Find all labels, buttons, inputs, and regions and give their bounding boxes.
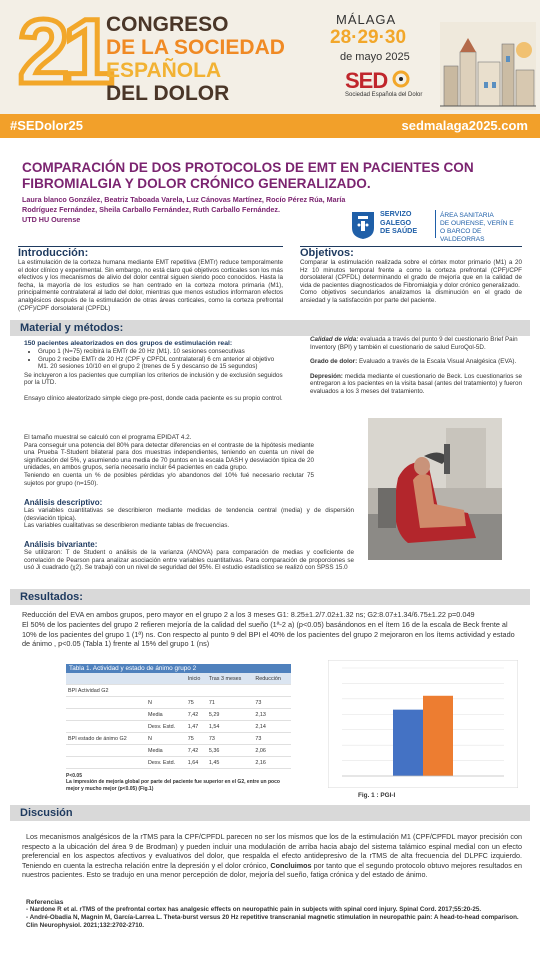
quality-of-life-text: Calidad de vida: evaluada a través del punto 9 del cuestionario Brief Pain Inventory (BPI) y también el cuestionario de salud EuroQol-5D. [310,336,518,351]
methods-right-column [310,336,522,396]
sergas-area: ÁREA SANITARIA DE OURENSE, VERÍN E O BARCO DE VALDEORRAS [440,212,514,243]
depression-text: Depresión: medida mediante el cuestionario de Beck. Los cuestionarios se entregaron a los pacientes en la visita basal (antes del tratamiento) y fueron evaluados a los 3 meses del tratamiento. [310,372,522,395]
congress-line-3: ESPAÑOLA [106,59,222,82]
table-header-cell: Inicio [186,673,207,685]
pgi-i-bar-chart [328,660,518,788]
tms-treatment-photo [368,418,502,560]
table-cell: BPI Actividad G2 [66,685,146,697]
references-heading: Referencias [26,899,64,906]
galicia-shield-icon [350,210,376,240]
descriptive-analysis-heading: Análisis descriptivo: [24,498,103,507]
table-cell [186,685,207,697]
table-cell [146,685,186,697]
results-text: Reducción del EVA en ambos grupos, pero mayor en el grupo 2 a los 3 meses G1: 8.25±1.2/7.02±1.32 ns; G2:8.07±1.34/6.75±1.22 p=0.049 El 50% de los pacientes del grupo 2 refieren mejoría de la calidad del sueño (1ª-2 a) (p<0.05) basándonos en el ítem 16 de la escala de Beck frente al 10% de los pacientes del grupo 1 (1ª) ns. Con respecto al punto 9 del BPI el 40% de los pacientes del grupo 2 mejoraron en los ítems actividad y estado de ánimo , p<0.05 (Tabla 1) frente al 15% del grupo 1 (ns) [22,610,515,649]
affiliation: UTD HU Ourense [22,215,81,224]
table-cell: 2,16 [253,757,291,769]
sample-size-text: El tamaño muestral se calculó con el programa EPIDAT 4.2. Para conseguir una potencia del 80% para detectar diferencias en el contraste de la hipótesis mediante una Prueba T-Student bilateral para dos muestras independientes, teniendo en cuenta un nivel de significación del 5%, y asumiendo una media de 70 puntos en la escala DASH y desviación típica de 20 unidades, en ambos grupos, sería necesario incluir 64 pacientes en cada grupo. Teniendo en cuenta un % de posibles pérdidas y/o abandonos del 10% fué necesario reclutar 75 sujetos por grupo (n=150). [24,434,314,487]
congress-line-4: DEL DOLOR [106,82,230,105]
group-2-item: • Grupo 2 recibe EMTr de 20 Hz (CPF y CPFDL contralateral) 6 cm anterior al objetivo M1. 20 sesiones 10/10 en el grupo 2 (trenes de 5 y descanso de 15 segundos) [38,356,284,371]
trial-design-text: Ensayo clínico aleatorizado simple ciego pre-post, donde cada paciente es su propio control. [24,394,283,402]
groups-list [38,348,284,371]
congress-dates: 28·29·30 [330,27,407,48]
table-row [66,697,291,709]
results-table-block [66,664,291,792]
objectives-heading: Objetivos: [300,247,354,259]
introduction-heading: Introducción: [18,247,89,259]
group-1-item: • Grupo 1 (N=75) recibirá la EMTr de 20 Hz (M1). 10 sesiones consecutivas [38,348,284,356]
references-section [26,899,522,930]
descriptive-analysis-text: Las variables cuantitativas se describieron mediante medidas de tendencia central (media) y de dispersión (desviación típica). Las variables cualitativas se describieron mediante tablas de frecuencias. [24,507,354,530]
table-cell: 75 [186,697,207,709]
chart-bar-series-2 [423,696,453,776]
congress-line-1: CONGRESO [106,13,229,36]
authors-block [22,195,367,225]
poster-title: COMPARACIÓN DE DOS PROTOCOLOS DE EMT EN PACIENTES CON FIBROMIALGIA Y DOLOR CRÓNICO GENERALIZADO. [22,160,474,191]
table-row [66,745,291,757]
introduction-text: La estimulación de la corteza humana mediante EMT repetitiva (EMTr) reduce temporalmente el dolor clínico y experimental. Sin embargo, no está claro qué objetivos corticales son los más efectivos y los mecanismos de alivio del dolor central siguen siendo poco conocidos. Hasta la fecha, la mayoría de los estudios se han centrado en la corteza motora primaria (M1), principalmente contralateral al lado del dolor, mientras que menos estudios informaron efectos analgésicos después de la estimulación de otras áreas corticales, como la corteza prefrontal (CPF)/CPF dorsolateral (CPFDL) [18,259,283,312]
congress-month: de mayo 2025 [340,51,410,63]
introduction-section [18,246,283,312]
table-cell: 5,29 [207,709,253,721]
sed-subtitle: Sociedad Española del Dolor [345,92,423,98]
table-header-cell [146,673,186,685]
table-cell [207,685,253,697]
table-header-row [66,673,291,685]
table-cell [66,709,146,721]
sergas-divider [435,210,436,238]
reference-item: - Nardone R et al. rTMS of the prefrontal cortex has analgesic effects on neuropathic pain in subjects with spinal cord injury. Spinal Cord. 2017;55:20-25. [26,906,482,913]
congress-city: MÁLAGA [336,12,397,27]
table-header-cell: Reducción [253,673,291,685]
table-row [66,757,291,769]
sed-logo-mark [392,70,410,88]
table-cell: N [146,733,186,745]
table-cell: 1,45 [207,757,253,769]
hashtag: #SEDolor25 [10,118,83,133]
table-header-cell: Tras 3 meses [207,673,253,685]
table-cell [66,721,146,733]
objectives-text: Comparar la estimulación realizada sobre el córtex motor primario (M1) a 20 Hz 10 minutos temporal frente a como la corteza prefrontal (CPF)/CPF dorsolateral (CPFDL) determinando el grado de mejoría que en la calidad de vida de pacientes diagnosticados de Fibromialgia y dolor crónico generalizado. [300,259,522,289]
reference-item: - André-Obadia N, Magnin M, García-Larrea L. Theta-burst versus 20 Hz repetitive transcranial magnetic stimulation in neuropathic pain: A head-to-head comparison. Clin Neurophysiol. 2021;132:2702-2710. [26,914,519,929]
inclusion-text: Se incluyeron a los pacientes que cumplían los criterios de inclusión y de exclusión seguidos por la UTD. [24,371,283,387]
bivariate-analysis-heading: Análisis bivariante: [24,540,98,549]
table-cell: 1,47 [186,721,207,733]
objectives-secondary-text: Como objetivos secundarios analizamos la disminución en el grado de ansiedad y la satisfacción por parte del paciente. [300,289,522,304]
table-cell [66,745,146,757]
table-cell: Media [146,709,186,721]
congress-info-bar [0,114,540,138]
table-row [66,721,291,733]
table-cell: 2,06 [253,745,291,757]
table-cell: Desv. Estd. [146,721,186,733]
table-cell: 1,64 [186,757,207,769]
table-cell: Desv. Estd. [146,757,186,769]
table-cell: Media [146,745,186,757]
sed-logo: SED [345,68,388,93]
table-cell: 5,36 [207,745,253,757]
author-list: Laura blanco González, Beatriz Taboada Varela, Luz Cánovas Martínez, Rocío Pérez Rúa, María Rodríguez Fernández, Sheila Carballo Fernández, Ruth Carballo Fernández. [22,195,346,214]
congress-line-2: DE LA SOCIEDAD [106,36,285,59]
figure-caption: Fig. 1 : PGI-I [358,792,396,799]
table-cell [253,685,291,697]
results-header: Resultados: [10,589,530,605]
bivariate-analysis-section [24,540,354,572]
table-cell: 71 [207,697,253,709]
table-cell: N [146,697,186,709]
discussion-header: Discusión [10,805,530,821]
table-cell [66,757,146,769]
table-header-cell [66,673,146,685]
table-caption: Tabla 1. Actividad y estado de ánimo grupo 2 [66,664,291,673]
table-row [66,685,291,697]
congress-number: 21 [18,1,109,103]
bivariate-analysis-text: Se utilizaron: T de Student o análisis de la varianza (ANOVA) para comparación de medias y coeficiente de correlación de Pearson para analizar asociación entre variables cuantitativas. Para comparación de proporciones se usó Ji cuadrado (χ2). Se trabajó con un nivel de seguridad del 95%. El estudio estadístico se realizó con SPSS 15.0 [24,549,354,572]
table-cell: 73 [253,733,291,745]
table-cell: 7,42 [186,709,207,721]
congress-header [0,0,540,114]
methods-header: Material y métodos: [10,320,530,336]
table-cell: 73 [207,733,253,745]
pain-degree-text: Grado de dolor: Evaluado a través de la Escala Visual Analgésica (EVA). [310,358,517,366]
table-cell: BPI estado de ánimo G2 [66,733,146,745]
table-cell: 2,14 [253,721,291,733]
sergas-logo [350,210,525,242]
table-row [66,709,291,721]
website-link[interactable]: sedmalaga2025.com [401,118,528,133]
methods-left-column [24,340,284,403]
table-cell: 2,13 [253,709,291,721]
patients-title: 150 pacientes aleatorizados en dos grupos de estimulación real: [24,340,233,347]
sergas-name: SERVIZO GALEGO DE SAÚDE [380,209,418,236]
table-footnote-p: P<0.05 [66,773,82,779]
table-cell [66,697,146,709]
malaga-skyline-illustration [440,22,536,110]
table-cell: 7,42 [186,745,207,757]
table-cell: 1,54 [207,721,253,733]
table-row [66,733,291,745]
table-cell: 75 [186,733,207,745]
table-cell: 73 [253,697,291,709]
table-footnote: La impresión de mejoría global por parte del paciente fue superior en el G2, entre un poco mejor y mucho mejor (p<0.05) (Fig.1) [66,779,280,792]
descriptive-analysis-section [24,498,354,530]
discussion-text: Los mecanismos analgésicos de la rTMS para la CPF/CPFDL parecen no ser los mismos que los de la estimulación M1 (CPF/CPFDL mayor precisión con respecto a la ubicación del área 9 de Brodman) y pueden incluir una modulación de arriba hacia abajo del sistema talámico espinal medial con un efecto preferencial en los aspectos afectivos y evaluativos del dolor, que respalda el efecto antidepresivo de la rTMS de alta frecuencia del DLPFC izquierdo. Teniendo en cuenta la estrecha relación entre la depresión y el dolor crónico, Concluimos por tanto que el segundo protocolo obtuvo mejores resultados en nuestros pacientes. Esto se tradujo en una menor percepción de dolor, mejoría del sueño, fatiga crónica y del estado de ánimo. [22,832,523,880]
results-table [66,673,291,769]
chart-bar-series-1 [393,710,423,776]
objectives-section [300,246,522,305]
